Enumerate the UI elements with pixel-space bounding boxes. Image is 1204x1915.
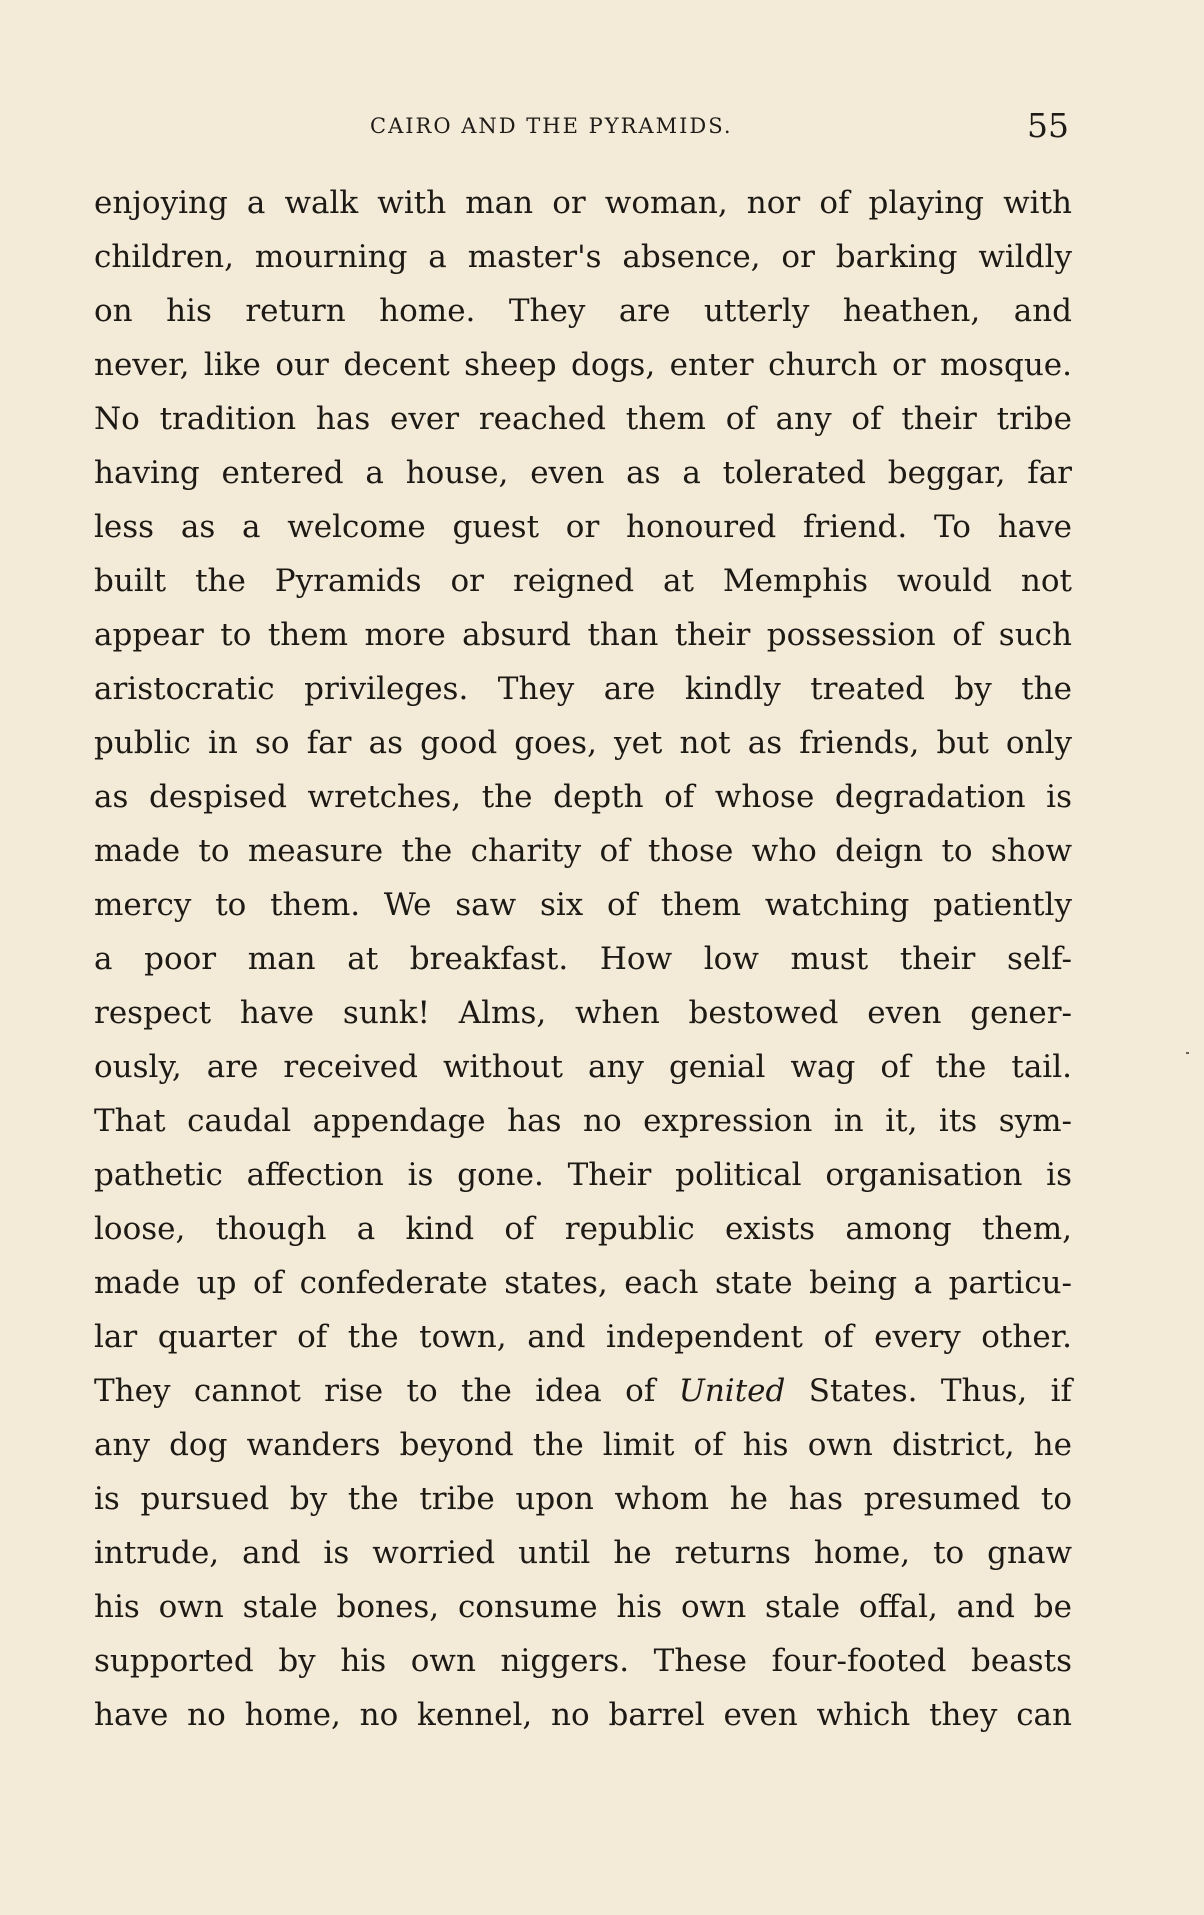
text-line: lar quarter of the town, and independent of every other. [94, 1319, 1072, 1355]
running-head: CAIRO AND THE PYRAMIDS. [370, 114, 733, 138]
text-line: respect have sunk! Alms, when bestowed even gener- [94, 995, 1072, 1031]
text-line: No tradition has ever reached them of any of their tribe [94, 401, 1072, 437]
text-line: supported by his own niggers. These four-footed beasts [94, 1643, 1072, 1679]
text-line: public in so far as good goes, yet not as friends, but only [94, 725, 1072, 761]
text-line: enjoying a walk with man or woman, nor of playing with [94, 185, 1072, 221]
text-line: intrude, and is worried until he returns home, to gnaw [94, 1535, 1072, 1571]
text-line: less as a welcome guest or honoured friend. To have [94, 509, 1072, 545]
text-line: have no home, no kennel, no barrel even which they can [94, 1697, 1072, 1733]
text-line: loose, though a kind of republic exists among them, [94, 1211, 1072, 1247]
page-number: 55 [1027, 106, 1069, 145]
text-line: a poor man at breakfast. How low must their self- [94, 941, 1072, 977]
text-line: is pursued by the tribe upon whom he has presumed to [94, 1481, 1072, 1517]
text-line: appear to them more absurd than their possession of such [94, 617, 1072, 653]
italic-word: United [678, 1373, 786, 1409]
text-line: aristocratic privileges. They are kindly treated by the [94, 671, 1072, 707]
text-line: any dog wanders beyond the limit of his own district, he [94, 1427, 1072, 1463]
text-line: children, mourning a master's absence, or barking wildly [94, 239, 1072, 275]
text-line: built the Pyramids or reigned at Memphis would not [94, 563, 1072, 599]
text-line: mercy to them. We saw six of them watching patiently [94, 887, 1072, 923]
text-line: on his return home. They are utterly heathen, and [94, 293, 1072, 329]
paper-speck [1186, 1052, 1189, 1054]
text-line: made to measure the charity of those who deign to show [94, 833, 1072, 869]
text-line: as despised wretches, the depth of whose degradation is [94, 779, 1072, 815]
text-line: never, like our decent sheep dogs, enter church or mosque. [94, 347, 1072, 383]
text-line: made up of confederate states, each state being a particu- [94, 1265, 1072, 1301]
text-line: That caudal appendage has no expression in it, its sym- [94, 1103, 1072, 1139]
text-line: having entered a house, even as a tolerated beggar, far [94, 455, 1072, 491]
text-line: ously, are received without any genial wag of the tail. [94, 1049, 1072, 1085]
text-line: pathetic affection is gone. Their political organisation is [94, 1157, 1072, 1193]
text-line: his own stale bones, consume his own stale offal, and be [94, 1589, 1072, 1625]
text-line: They cannot rise to the idea of United States. Thus, if [94, 1373, 1072, 1409]
body-text [94, 176, 1072, 1742]
